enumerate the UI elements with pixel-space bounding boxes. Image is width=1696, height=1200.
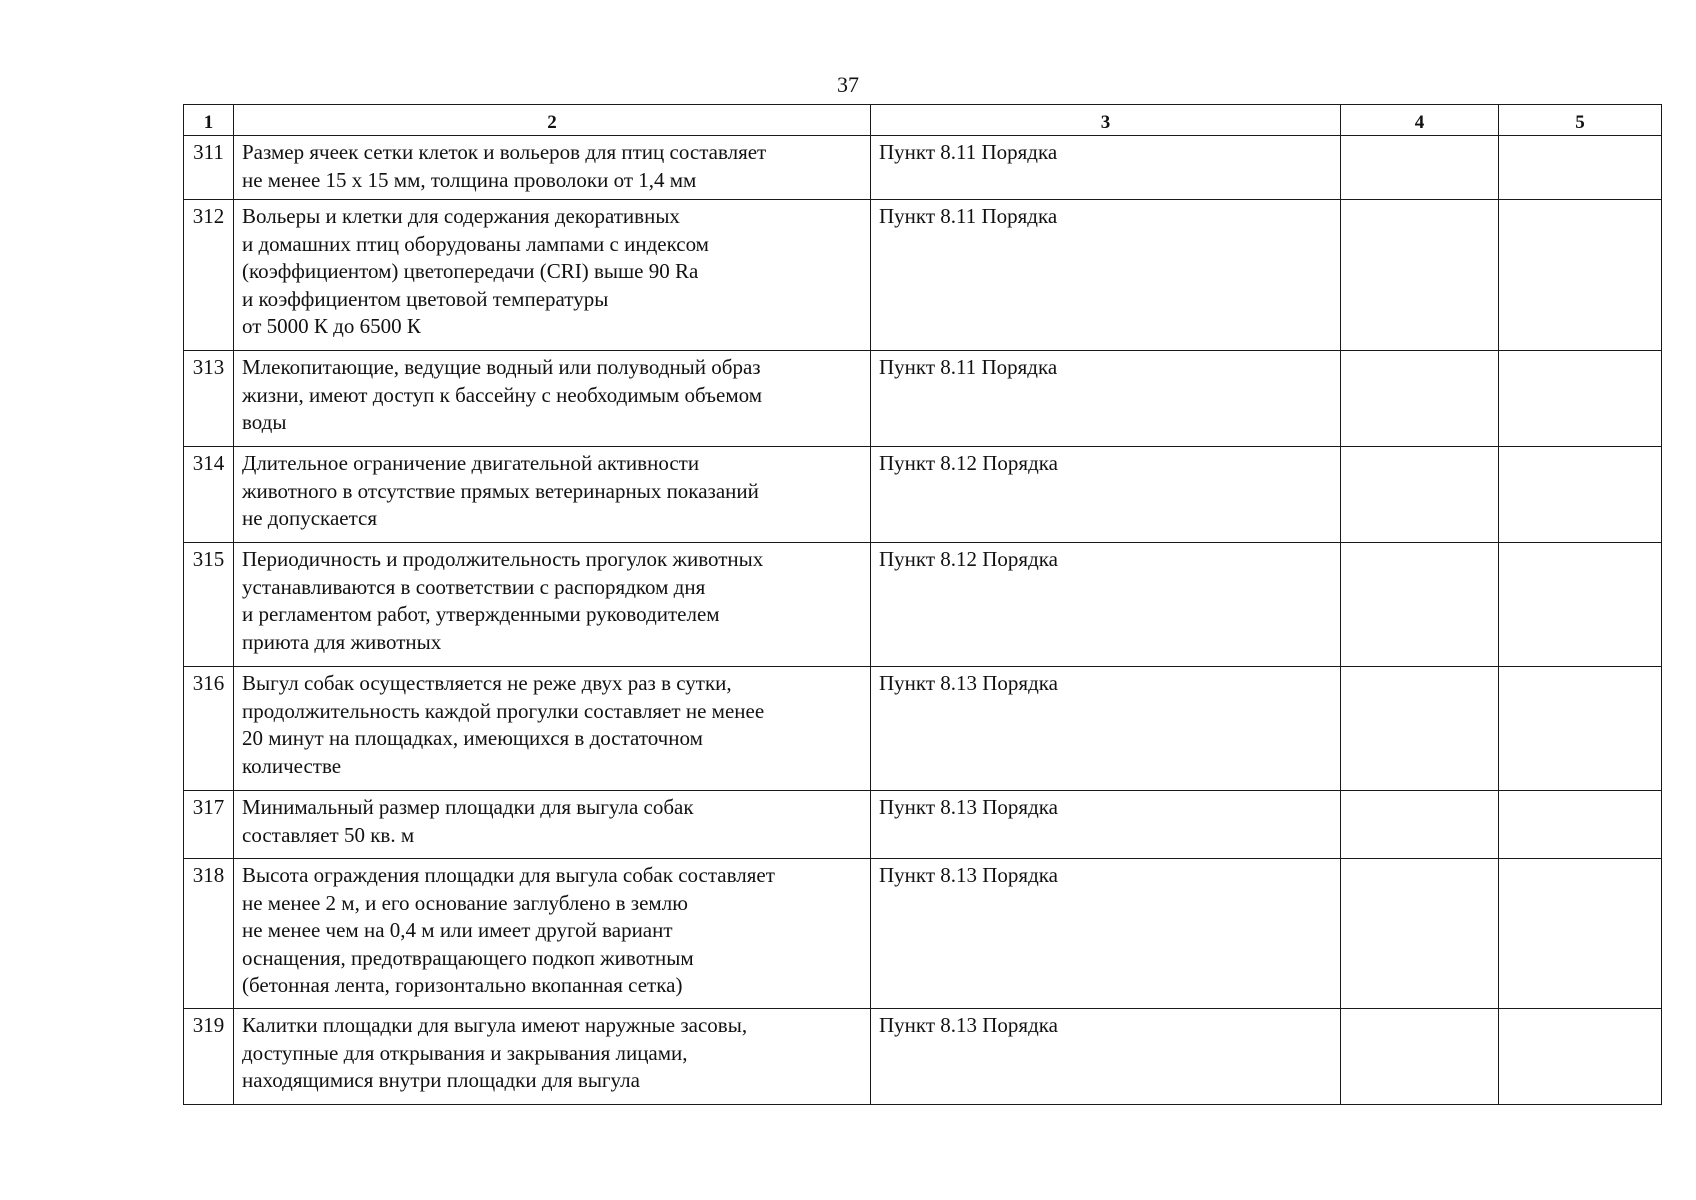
column-header-4: 4 [1341, 105, 1499, 136]
legal-reference: Пункт 8.13 Порядка [871, 791, 1341, 859]
column-4-cell [1341, 791, 1499, 859]
table-row [184, 447, 1662, 543]
column-4-cell [1341, 447, 1499, 543]
row-number: 311 [184, 136, 234, 200]
requirement-text: Выгул собак осуществляется не реже двух раз в сутки, продолжительность каждой прогулки составляет не менее 20 минут на площадках, имеющихся в достаточном количестве [234, 667, 871, 791]
requirement-text: Минимальный размер площадки для выгула собак составляет 50 кв. м [234, 791, 871, 859]
column-5-cell [1499, 447, 1662, 543]
requirement-text: Периодичность и продолжительность прогулок животных устанавливаются в соответствии с распорядком дня и регламентом работ, утвержденными руководителем приюта для животных [234, 543, 871, 667]
column-5-cell [1499, 791, 1662, 859]
column-5-cell [1499, 136, 1662, 200]
table-header [184, 105, 1662, 136]
row-number: 314 [184, 447, 234, 543]
legal-reference: Пункт 8.13 Порядка [871, 1009, 1341, 1105]
legal-reference: Пункт 8.12 Порядка [871, 447, 1341, 543]
column-4-cell [1341, 136, 1499, 200]
legal-reference: Пункт 8.12 Порядка [871, 543, 1341, 667]
column-5-cell [1499, 859, 1662, 1009]
column-5-cell [1499, 1009, 1662, 1105]
column-4-cell [1341, 859, 1499, 1009]
requirement-text: Млекопитающие, ведущие водный или полуводный образ жизни, имеют доступ к бассейну с необходимым объемом воды [234, 351, 871, 447]
row-number: 312 [184, 200, 234, 351]
table-body [184, 136, 1662, 1105]
column-4-cell [1341, 1009, 1499, 1105]
table-row [184, 791, 1662, 859]
column-header-5: 5 [1499, 105, 1662, 136]
column-header-2: 2 [234, 105, 871, 136]
table-row [184, 1009, 1662, 1105]
table-row [184, 859, 1662, 1009]
column-4-cell [1341, 200, 1499, 351]
requirements-table [183, 104, 1662, 1105]
requirement-text: Высота ограждения площадки для выгула собак составляет не менее 2 м, и его основание заглублено в землю не менее чем на 0,4 м или имеет другой вариант оснащения, предотвращающего подкоп животным (бетонная лента, горизонтально вкопанная сетка) [234, 859, 871, 1009]
requirement-text: Вольеры и клетки для содержания декоративных и домашних птиц оборудованы лампами с индексом (коэффициентом) цветопередачи (CRI) выше 90 Ra и коэффициентом цветовой температуры от 5000 К до 6500 К [234, 200, 871, 351]
column-4-cell [1341, 351, 1499, 447]
requirement-text: Размер ячеек сетки клеток и вольеров для птиц составляет не менее 15 х 15 мм, толщина проволоки от 1,4 мм [234, 136, 871, 200]
row-number: 315 [184, 543, 234, 667]
column-4-cell [1341, 543, 1499, 667]
legal-reference: Пункт 8.11 Порядка [871, 200, 1341, 351]
column-header-1: 1 [184, 105, 234, 136]
legal-reference: Пункт 8.11 Порядка [871, 136, 1341, 200]
table-row [184, 543, 1662, 667]
row-number: 313 [184, 351, 234, 447]
table-row [184, 136, 1662, 200]
column-5-cell [1499, 667, 1662, 791]
table-row [184, 200, 1662, 351]
legal-reference: Пункт 8.11 Порядка [871, 351, 1341, 447]
requirement-text: Длительное ограничение двигательной активности животного в отсутствие прямых ветеринарных показаний не допускается [234, 447, 871, 543]
page-number: 37 [837, 72, 859, 97]
column-5-cell [1499, 200, 1662, 351]
row-number: 317 [184, 791, 234, 859]
table-row [184, 351, 1662, 447]
legal-reference: Пункт 8.13 Порядка [871, 667, 1341, 791]
column-5-cell [1499, 543, 1662, 667]
row-number: 318 [184, 859, 234, 1009]
column-5-cell [1499, 351, 1662, 447]
row-number: 316 [184, 667, 234, 791]
legal-reference: Пункт 8.13 Порядка [871, 859, 1341, 1009]
requirement-text: Калитки площадки для выгула имеют наружные засовы, доступные для открывания и закрывания лицами, находящимися внутри площадки для выгула [234, 1009, 871, 1105]
row-number: 319 [184, 1009, 234, 1105]
column-header-3: 3 [871, 105, 1341, 136]
table-header-row [184, 105, 1662, 136]
table-row [184, 667, 1662, 791]
column-4-cell [1341, 667, 1499, 791]
